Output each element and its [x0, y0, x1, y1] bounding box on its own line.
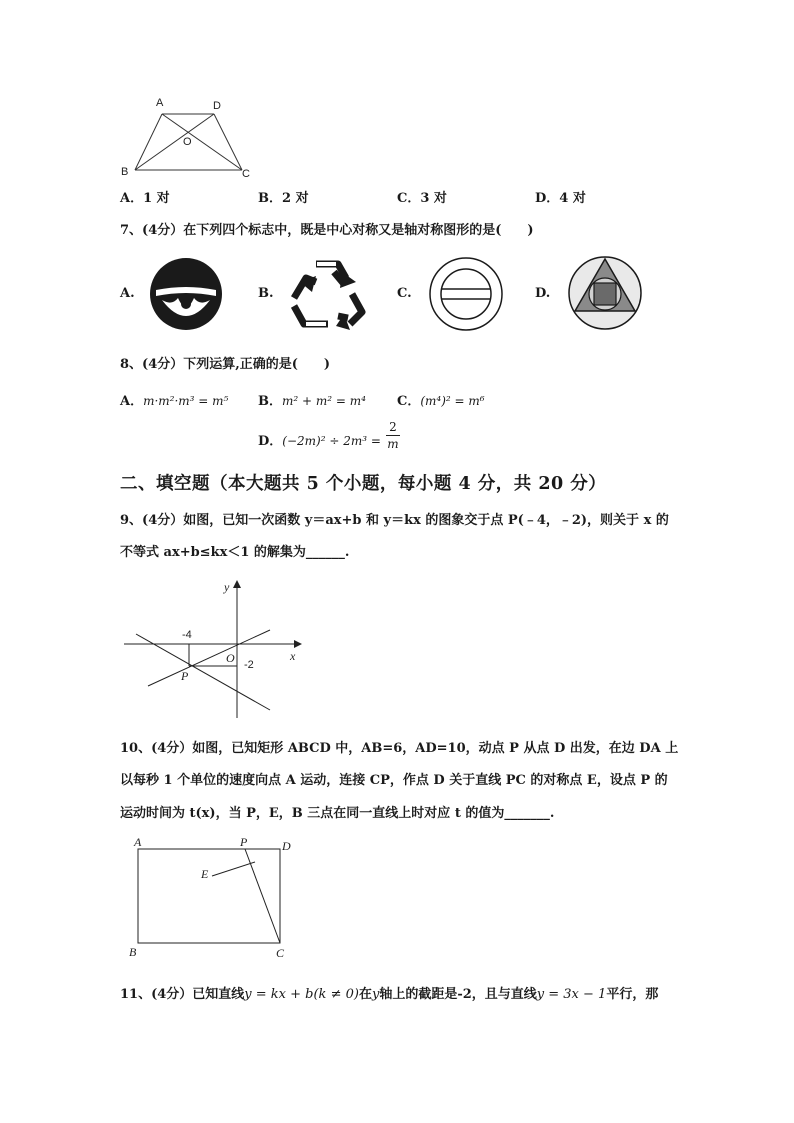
q7-option-a-label: A.	[120, 286, 135, 301]
q10-line-1: 10、(4分）如图，已知矩形 ABCD 中，AB=6，AD=10，动点 P 从点 D 出发，在边 DA 上	[120, 741, 679, 756]
rect-label-A: A	[134, 835, 142, 849]
rect-label-D: D	[282, 839, 291, 853]
q8-stem: 8、(4分）下列运算,正确的是( )	[120, 357, 331, 372]
graph-neg4-label: -4	[182, 629, 192, 641]
rect-label-P: P	[240, 835, 248, 849]
fraction-numerator: 2	[389, 420, 397, 434]
recycle-icon	[286, 254, 368, 332]
q10-line-3: 运动时间为 t(x)，当 P，E，B 三点在同一直线上时对应 t 的值为_______.	[120, 806, 555, 821]
q6-option-b: B．2 对	[258, 191, 309, 206]
gourd-logo-icon	[148, 256, 224, 332]
graph-x-label: x	[290, 649, 296, 663]
q7-option-b-label: B.	[258, 286, 274, 301]
graph-point-p-label: P	[181, 669, 189, 683]
q6-option-a: A．1 对	[120, 191, 170, 206]
q7-option-d-label: D.	[535, 286, 551, 301]
rect-label-E: E	[201, 867, 209, 881]
q8-fraction	[386, 419, 400, 452]
q7-option-c-label: C.	[397, 286, 412, 301]
graph-neg2-label: -2	[244, 659, 254, 671]
graph-origin-label: O	[226, 651, 235, 665]
triangle-circle-square-icon	[566, 254, 644, 332]
q8-option-c: C．(m⁴)² = m⁶	[397, 394, 485, 409]
label-O: O	[183, 136, 192, 148]
label-D: D	[213, 100, 221, 112]
circle-bar-icon	[428, 256, 504, 332]
q8-option-d: D．(−2m)² ÷ 2m³ =	[258, 434, 381, 449]
trapezoid-figure	[118, 94, 258, 184]
q7-stem: 7、(4分）在下列四个标志中，既是中心对称又是轴对称图形的是( )	[120, 223, 534, 238]
q9-line-2: 不等式 ax+b≤kx＜1 的解集为______.	[120, 545, 350, 560]
label-B: B	[121, 166, 129, 178]
linear-function-graph	[120, 576, 310, 722]
q9-line-1: 9、(4分）如图，已知一次函数 y＝ax+b 和 y＝kx 的图象交于点 P(﹣4，﹣2)，则关于 x 的	[120, 513, 669, 528]
rectangle-figure	[124, 832, 304, 960]
label-C: C	[242, 168, 250, 180]
q6-option-d: D．4 对	[535, 191, 586, 206]
fraction-denominator: m	[387, 437, 399, 451]
q8-option-b: B．m² + m² = m⁴	[258, 394, 366, 409]
q8-option-a: A．m·m²·m³ = m⁵	[120, 394, 229, 409]
section-title: 二、填空题（本大题共 5 个小题，每小题 4 分，共 20 分）	[120, 474, 607, 494]
rect-label-C: C	[276, 946, 285, 960]
graph-y-label: y	[224, 580, 230, 594]
rect-label-B: B	[129, 945, 137, 959]
q10-line-2: 以每秒 1 个单位的速度向点 A 运动，连接 CP，作点 D 关于直线 PC 的对称点 E，设点 P 的	[120, 773, 668, 788]
q6-option-c: C．3 对	[397, 191, 447, 206]
q11-line-1: 11、(4分）已知直线y = kx + b(k ≠ 0)在y轴上的截距是-2，且与直线y = 3x − 1平行，那	[120, 987, 659, 1002]
label-A: A	[156, 97, 164, 109]
